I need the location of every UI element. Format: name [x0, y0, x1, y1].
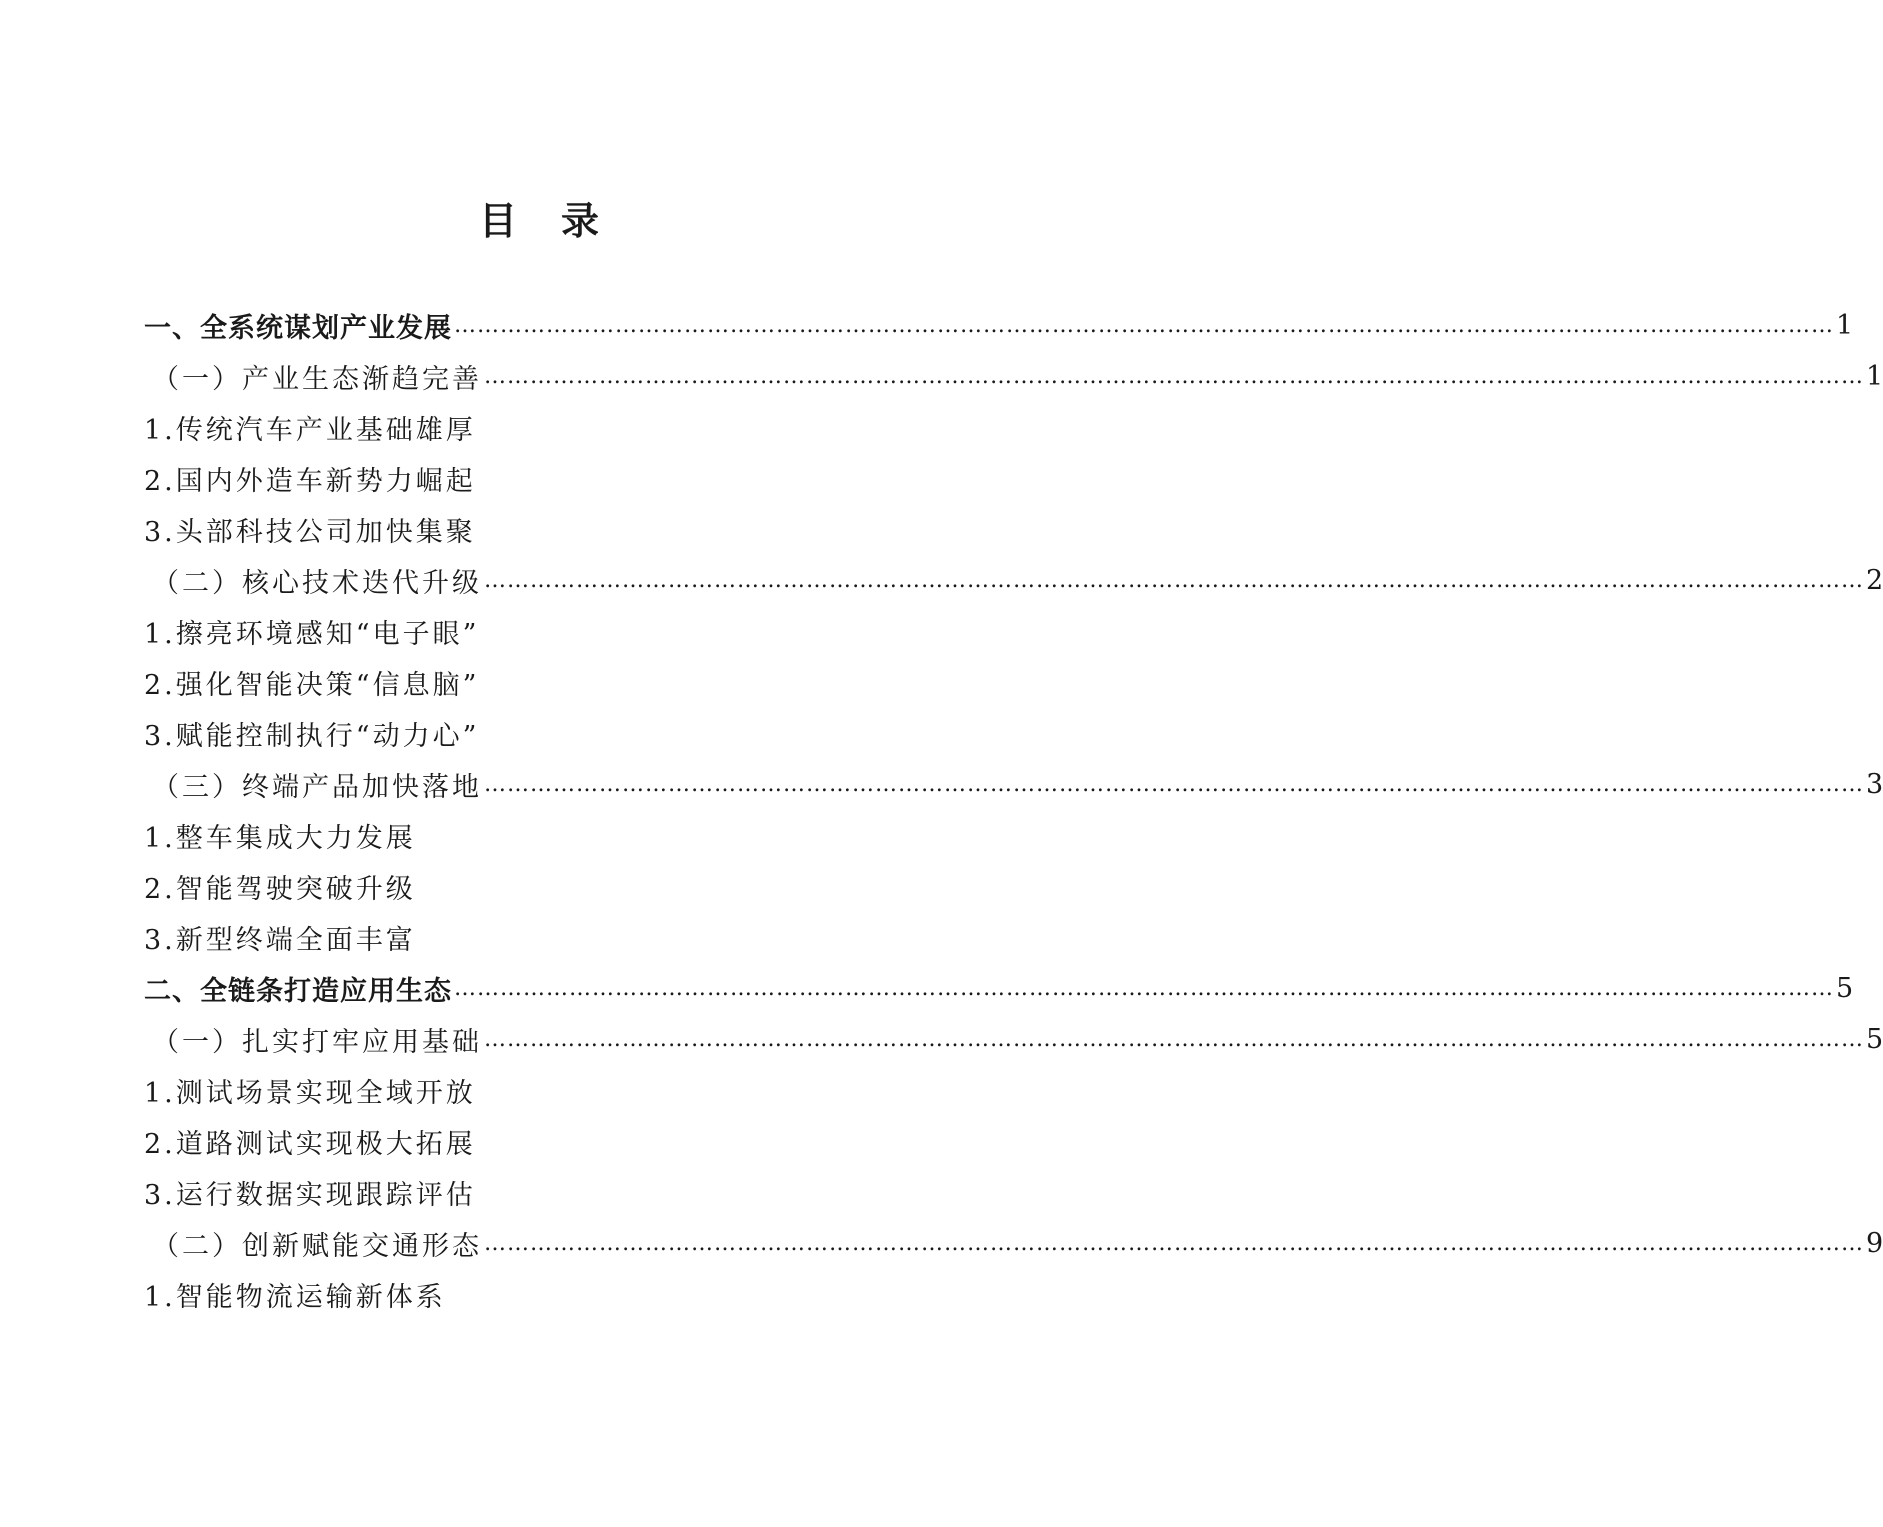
toc-entry — [144, 1116, 868, 1167]
toc-page-number: 2 — [1866, 565, 1883, 596]
toc-entry-label: （二）核心技术迭代升级 — [152, 568, 482, 599]
toc-entry-label: 1.传统汽车产业基础雄厚 — [144, 415, 476, 446]
toc-title-right: 录 — [561, 199, 602, 243]
toc-entry — [144, 861, 868, 912]
toc-page-number: 5 — [1866, 1024, 1883, 1055]
toc-entry-label: 1.测试场景实现全域开放 — [144, 1078, 476, 1109]
toc-entry — [144, 759, 1883, 810]
toc-entry — [144, 708, 868, 759]
toc-title — [0, 196, 1080, 246]
toc-entry-label: 3.赋能控制执行“动力心” — [144, 721, 480, 752]
toc-entry — [144, 1167, 868, 1218]
toc-page-number: 5 — [1836, 973, 1854, 1004]
toc-list — [144, 300, 1883, 1320]
toc-entry — [144, 912, 868, 963]
toc-entry-label: 3.头部科技公司加快集聚 — [144, 517, 476, 548]
toc-entry-label: 1.整车集成大力发展 — [144, 823, 416, 854]
toc-entry-label: 2.国内外造车新势力崛起 — [144, 466, 476, 497]
toc-page-number: 1 — [1866, 361, 1883, 392]
toc-dot-leader: ……………………………………………………………………………………………………………………………………………………………… — [484, 772, 1864, 797]
toc-entry-label: 2.强化智能决策“信息脑” — [144, 670, 480, 701]
toc-dot-leader: ……………………………………………………………………………………………………………………………………………………………… — [454, 313, 1834, 338]
toc-entry-label: （一）扎实打牢应用基础 — [152, 1027, 482, 1058]
toc-dot-leader: ……………………………………………………………………………………………………………………………………………………………… — [454, 976, 1834, 1001]
toc-entry — [144, 402, 868, 453]
toc-entry — [144, 351, 1883, 402]
toc-entry — [144, 1014, 1883, 1065]
toc-entry-label: 二、全链条打造应用生态 — [144, 976, 452, 1007]
toc-entry — [144, 555, 1883, 606]
toc-entry-label: 1.擦亮环境感知“电子眼” — [144, 619, 480, 650]
toc-entry-label: 2.智能驾驶突破升级 — [144, 874, 416, 905]
toc-entry — [144, 1218, 1883, 1269]
toc-entry — [144, 657, 868, 708]
toc-dot-leader: ……………………………………………………………………………………………………………………………………………………………… — [484, 1027, 1864, 1052]
toc-entry — [144, 504, 868, 555]
toc-title-left: 目 — [478, 199, 519, 243]
toc-entry — [144, 810, 868, 861]
toc-entry-label: （二）创新赋能交通形态 — [152, 1231, 482, 1262]
toc-entry — [144, 606, 868, 657]
toc-page-number: 1 — [1836, 310, 1854, 341]
toc-entry — [144, 1065, 868, 1116]
toc-entry-label: 2.道路测试实现极大拓展 — [144, 1129, 476, 1160]
toc-entry — [144, 300, 1854, 351]
toc-dot-leader: ……………………………………………………………………………………………………………………………………………………………… — [484, 364, 1864, 389]
toc-entry-label: 3.新型终端全面丰富 — [144, 925, 416, 956]
toc-entry-label: 3.运行数据实现跟踪评估 — [144, 1180, 476, 1211]
toc-dot-leader: ……………………………………………………………………………………………………………………………………………………………… — [484, 568, 1864, 593]
toc-entry — [144, 963, 1854, 1014]
toc-entry-label: 一、全系统谋划产业发展 — [144, 313, 452, 344]
toc-dot-leader: ……………………………………………………………………………………………………………………………………………………………… — [484, 1231, 1864, 1256]
toc-page-number: 9 — [1866, 1228, 1883, 1259]
toc-entry-label: （三）终端产品加快落地 — [152, 772, 482, 803]
toc-entry-label: （一）产业生态渐趋完善 — [152, 364, 482, 395]
toc-page-number: 3 — [1866, 769, 1883, 800]
toc-entry — [144, 1269, 868, 1320]
toc-entry — [144, 453, 868, 504]
toc-entry-label: 1.智能物流运输新体系 — [144, 1282, 446, 1313]
